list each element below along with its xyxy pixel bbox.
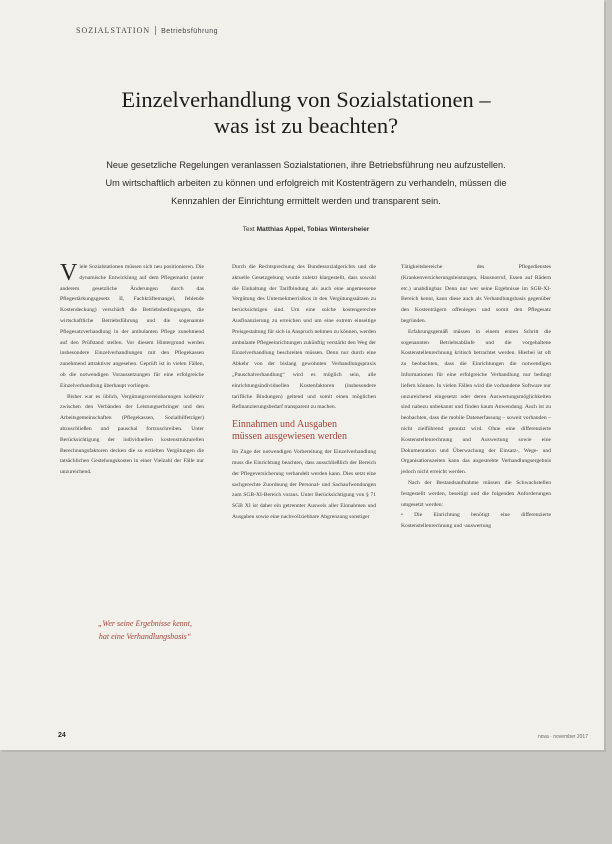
paragraph: Nach der Bestandsaufnahme müssen die Schwachstellen festgestellt werden, beseitigt und die folgenden Anforderungen umgesetzt werden: bbox=[401, 479, 551, 508]
text-column-2 bbox=[232, 262, 376, 523]
title-line-2: was ist zu beachten? bbox=[213, 113, 399, 138]
lead-line-2: Um wirtschaftlich arbeiten zu können und erfolgreich mit Kostenträgern zu verhandeln, müssen die bbox=[105, 178, 507, 188]
author-names: Matthias Appel, Tobias Wintersheier bbox=[256, 226, 370, 233]
paragraph: Erfahrungsgemäß müssen in einem ersten Schritt die sogenannten Betriebsabläufe und die vorgehaltene Kostenstellenrechnung kritisch betrachtet werden. Hierbei ist oft zu beobachten, dass die Einrichtungen die notwendigen Informationen für eine erfolgreiche Verhandlung nur bedingt liefern können. In vielen Fällen wird die vorhandene Software nur unzureichend eingesetzt oder deren Auswertungsmöglichkeiten sind nahezu unbekannt und finden kaum Anwendung. Auch ist zu beobachten, dass die mobile Datenerfassung – soweit vorhanden – nicht zielführend genutzt wird. Ohne eine differenzierte Kostenstellenrechnung und Auswertung sowie eine Dokumentation und Überwachung der Einsatz-, Wege- und Organisationszeiten kann das angestrebte Verhandlungsergebnis jedoch nicht erreicht werden. bbox=[401, 328, 551, 476]
pull-quote bbox=[60, 617, 230, 643]
author-prefix: Text bbox=[242, 226, 257, 233]
pull-quote-line-2: hat eine Verhandlungsbasis“ bbox=[98, 632, 192, 641]
text-column-1 bbox=[60, 262, 204, 478]
page-number: 24 bbox=[58, 732, 66, 739]
lead-line-3: Kennzahlen der Einrichtung ermittelt werden und transparent sein. bbox=[171, 196, 441, 206]
header-divider bbox=[155, 26, 156, 35]
paragraph-text: iele Sozialstationen müssen sich neu positionieren. Die dynamische Entwicklung auf dem Pflegemarkt (unter anderem gesetzliche Änderungen durch das Pflegestärkungsgesetz II, Fachkräftemangel, fehlende Kostendeckung) verschärft die Betriebsbedingungen, die wirtschaftliche Betriebsführung und die sogenannte Pflegesatzverhandlung in der ambulanten Pflege zunehmend auf den Prüfstand stellen. Vor diesem Hintergrund werden insbesondere Einzelverhandlungen mit den Pflegekassen zunehmend attraktiver angesehen. Geprüft ist in vielen Fällen, ob die notwendigen Voraussetzungen für eine erfolgreiche Einzelverhandlung überhaupt vorliegen. bbox=[60, 264, 204, 389]
lead-line-1: Neue gesetzliche Regelungen veranlassen Sozialstationen, ihre Betriebsführung neu aufzustellen. bbox=[106, 160, 506, 170]
article-title bbox=[40, 87, 572, 139]
title-line-1: Einzelverhandlung von Sozialstationen – bbox=[121, 87, 491, 112]
subheading-line-2: müssen ausgewiesen werden bbox=[232, 431, 347, 443]
text-column-3 bbox=[401, 262, 551, 532]
paragraph: Durch die Rechtsprechung des Bundessozialgerichts und die aktuelle Gesetzgebung wurde zuletzt klargestellt, dass sowohl die Einhaltung der Tarifbindung als auch eine angemessene Vergütung des Unternehmerrisikos in den Vergütungssätzen zu berücksichtigen sind. Um eine solche kostengerechte Ausfinanzierung zu erreichen und um eine extrem einseitige Preisgestaltung für sich in Anspruch nehmen zu können, werden ambulante Pflegeeinrichtungen zukünftig verstärkt den Weg der Einzelverhandlung beschreiten müssen. Denn nur durch eine Abkehr von der bislang gewohnten Verhandlungspraxis „Pauschalverhandlung“ wird es möglich sein, alle einrichtungsindividuellen Kostenfaktoren (insbesondere tarifliche Bindungen) geltend und somit einen möglichen Refinanzierungsbedarf transparent zu machen. bbox=[232, 264, 377, 411]
paragraph: Im Zuge der notwendigen Vorbereitung der Einzelverhandlung muss die Einrichtung beachten, dass ausschließlich der Bereich der Pflegeversicherung verhandelt werden kann. Dies setzt eine sachgerechte Zuordnung der Personal- und Sachaufwendungen zum SGB-XI-Bereich voraus. Unter Berücksichtigung von § 71 SGB XI ist daher ein getrennter Ausweis aller Einnahmen und Ausgaben sowie eine nachvollziehbare Abgrenzung sonstiger bbox=[232, 449, 376, 520]
section-label: SOZIALSTATION bbox=[76, 26, 151, 35]
subheading-line-1: Einnahmen und Ausgaben bbox=[232, 419, 337, 431]
drop-cap: V bbox=[60, 260, 78, 286]
magazine-footer: nova · november 2017 bbox=[537, 734, 588, 740]
pull-quote-line-1: „Wer seine Ergebnisse kennt, bbox=[97, 619, 193, 628]
paragraph bbox=[60, 262, 204, 392]
bullet-item: • Die Einrichtung benötigt eine differenzierte Kostenstellenrechnung und -auswertung bbox=[401, 512, 551, 530]
article-lead bbox=[60, 156, 552, 210]
running-header bbox=[76, 26, 218, 35]
paragraph: Bisher war es üblich, Vergütungsvereinbarungen kollektiv zwischen den Verbänden der Leistungserbringer und den Arbeitsgemeinschaften (Pflegekassen, Sozialhilfeträger) abzuschließen und pauschal fortzuschreiben. Unter Berücksichtigung der individuellen kostenstrukturellen Berechnungsfaktoren decken die so erzielten Vergütungen die tatsächlichen Gestehungskosten in einer Vielzahl der Fälle nur unzureichend. bbox=[60, 393, 204, 476]
subheading bbox=[232, 419, 376, 443]
author-credit bbox=[40, 226, 572, 233]
paragraph: Tätigkeitsbereiche des Pflegedienstes (Krankenversicherungsleistungen, Hausnotruf, Essen auf Rädern etc.) unabdingbar. Denn nur wer seine Ergebnisse im SGB-XI-Bereich kennt, kann diese auch als Verhandlungsbasis gegenüber den Kostenträgern offenlegen und somit den Pflegesatz begründen. bbox=[401, 264, 551, 324]
subsection-label: Betriebsführung bbox=[161, 28, 219, 35]
